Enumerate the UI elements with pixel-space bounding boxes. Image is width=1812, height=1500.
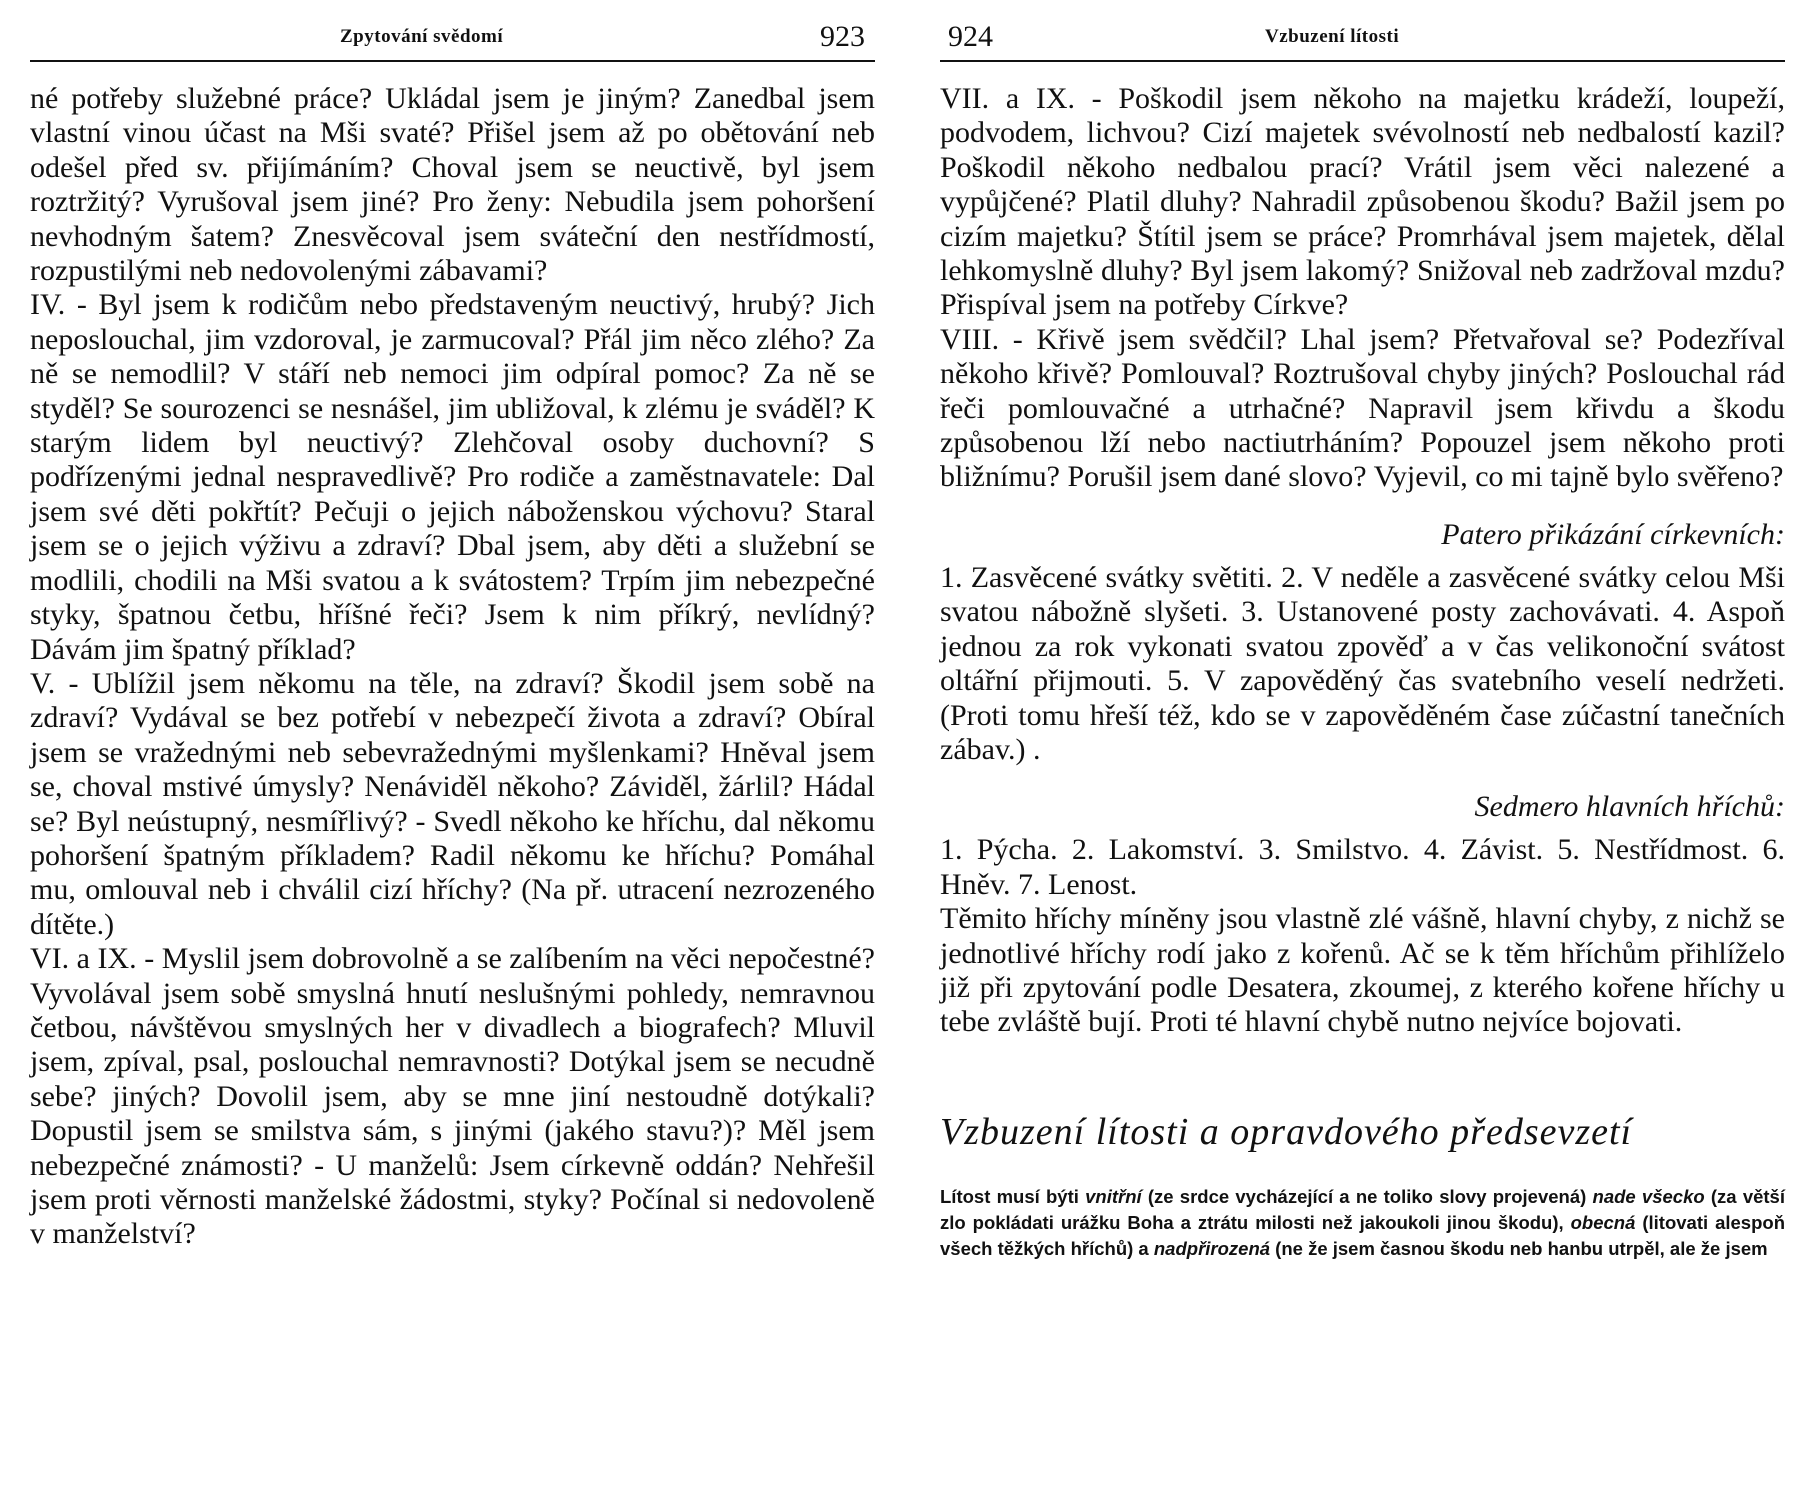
body-text — [940, 82, 1785, 1262]
paragraph: 1. Pýcha. 2. Lakomství. 3. Smilstvo. 4. Závist. 5. Nestřídmost. 6. Hněv. 7. Lenost. — [940, 833, 1785, 901]
right-page — [940, 0, 1785, 1500]
section-heading: Patero přikázání církevních: — [1441, 517, 1785, 551]
fine-print-text: (litovati alespoň všech těžkých hříchů) a — [940, 1211, 1786, 1259]
running-head — [940, 18, 1785, 62]
running-head — [30, 18, 875, 62]
left-page — [30, 0, 875, 1500]
fine-print-text: (za větší zlo pokládati urážku Boha a ztrátu milosti než jakoukoli jinou škodu), — [940, 1185, 1785, 1233]
paragraph: IV. - Byl jsem k rodičům nebo představeným neuctivý, hrubý? Jich neposlouchal, jim vzdoroval, je zarmucoval? Přál jim něco zlého? Za ně se nemodlil? V stáří neb nemoci jim odpíral pomoc? Za ně se styděl? Se sourozenci se nesnášel, jim ubližoval, k zlému je sváděl? K starým lidem byl neuctivý? Zlehčoval osoby duchovní? S podřízenými jednal nespravedlivě? Pro rodiče a zaměstnavatele: Dal jsem své děti pokřtít? Pečuji o jejich náboženskou výchovu? Staral jsem se o jejich výživu a zdraví? Dbal jsem, aby děti a služební se modlili, chodili na Mši svatou a k svátostem? Trpím jim nebezpečné styky, špatnou četbu, hříšné řeči? Jsem k nim příkrý, nevlídný? Dávám jim špatný příklad? — [30, 288, 875, 666]
fine-print-emphasis: nade všecko — [1592, 1185, 1705, 1207]
paragraph: 1. Zasvěcené svátky světiti. 2. V neděle a zasvěcené svátky celou Mši svatou nábožně slyšeti. 3. Ustanovené posty zachovávati. 4. Aspoň jednou za rok vykonati svatou zpověď a v čas velikonoční svátost oltářní přijmouti. 5. V zapověděný čas svatebního veselí nedržeti. (Proti tomu hřeší též, kdo se v zapověděném čase zúčastní tanečních zábav.) . — [940, 560, 1785, 766]
paragraph: né potřeby služebné práce? Ukládal jsem je jiným? Zanedbal jsem vlastní vinou účast na Mši svaté? Přišel jsem až po obětování neb odešel před sv. přijímáním? Choval jsem se neuctivě, byl jsem roztržitý? Vyrušoval jsem jiné? Pro ženy: Nebudila jsem pohoršení nevhodným šatem? Znesvěcoval jsem sváteční den nestřídmostí, rozpustilými neb nedovolenými zábavami? — [30, 82, 875, 288]
section-heading: Sedmero hlavních hříchů: — [1474, 790, 1785, 824]
chapter-title: Vzbuzení lítosti a opravdového předsevzetí — [940, 1110, 1633, 1153]
page-number: 923 — [820, 20, 865, 53]
running-head-title: Vzbuzení lítosti — [1265, 26, 1400, 47]
paragraph: VI. a IX. - Myslil jsem dobrovolně a se zalíbením na věci nepočestné? Vyvolával jsem sobě smyslná hnutí neslušnými pohledy, nemravnou četbou, návštěvou smyslných her v divadlech a biografech? Mluvil jsem, zpíval, psal, poslouchal nemravnosti? Dotýkal jsem se necudně sebe? jiných? Dovolil jsem, aby se mne jiní nestoudně dotýkali? Dopustil jsem se smilstva sám, s jinými (jakého stavu?)? Měl jsem nebezpečné známosti? - U manželů: Jsem církevně oddán? Nehřešil jsem proti věrnosti manželské žádostmi, styky? Počínal si nedovoleně v manželství? — [30, 942, 875, 1251]
fine-print-emphasis: obecná — [1570, 1211, 1636, 1233]
fine-print-emphasis: vnitřní — [1085, 1185, 1142, 1207]
fine-print-text: (ze srdce vycházející a ne toliko slovy projevená) — [1141, 1185, 1593, 1207]
paragraph: V. - Ublížil jsem někomu na těle, na zdraví? Škodil jsem sobě na zdraví? Vydával se bez potřebí v nebezpečí života a zdraví? Obíral jsem se vražednými neb sebevražednými myšlenkami? Hněval jsem se, choval mstivé úmysly? Nenáviděl někoho? Záviděl, žárlil? Hádal se? Byl neústupný, nesmířlivý? - Svedl někoho ke hříchu, dal někomu pohoršení špatným příkladem? Radil někomu ke hříchu? Pomáhal mu, omlouval neb i chválil cizí hříchy? (Na př. utracení nezrozeného dítěte.) — [30, 666, 875, 941]
page-number: 924 — [948, 20, 993, 53]
paragraph: VII. a IX. - Poškodil jsem někoho na majetku krádeží, loupeží, podvodem, lichvou? Cizí majetek svévolností neb nedbalostí kazil? Poškodil někoho nedbalou prací? Vrátil jsem věci nalezené a vypůjčené? Platil dluhy? Nahradil způsobenou škodu? Bažil jsem po cizím majetku? Štítil jsem se práce? Promrhával jsem majetek, dělal lehkomyslně dluhy? Byl jsem lakomý? Snižoval neb zadržoval mzdu? Přispíval jsem na potřeby Církve? — [940, 82, 1785, 322]
running-head-title: Zpytování svědomí — [340, 26, 504, 47]
paragraph: VIII. - Křivě jsem svědčil? Lhal jsem? Přetvařoval se? Podezříval někoho křivě? Pomlouval? Roztrušoval chyby jiných? Poslouchal rád řeči pomlouvačné a utrhačné? Napravil jsem křivdu a škodu způsobenou lží nebo nactiutrháním? Popouzel jsem někoho proti bližnímu? Porušil jsem dané slovo? Vyjevil, co mi tajně bylo svěřeno? — [940, 322, 1785, 494]
body-text — [30, 82, 875, 1252]
fine-print-emphasis: nadpřirozená — [1153, 1237, 1271, 1259]
fine-print-paragraph — [940, 1184, 1785, 1262]
fine-print-text: Lítost musí býti — [940, 1185, 1086, 1207]
paragraph: Těmito hříchy míněny jsou vlastně zlé vášně, hlavní chyby, z nichž se jednotlivé hříchy rodí jako z kořenů. Ač se k těm hříchům přihlíželo již při zpytování podle Desatera, zkoumej, z kterého kořene hříchy u tebe zvláště bují. Proti té hlavní chybě nutno nejvíce bojovati. — [940, 902, 1785, 1039]
fine-print-text: (ne že jsem časnou škodu neb hanbu utrpěl, ale že jsem — [1270, 1237, 1768, 1259]
